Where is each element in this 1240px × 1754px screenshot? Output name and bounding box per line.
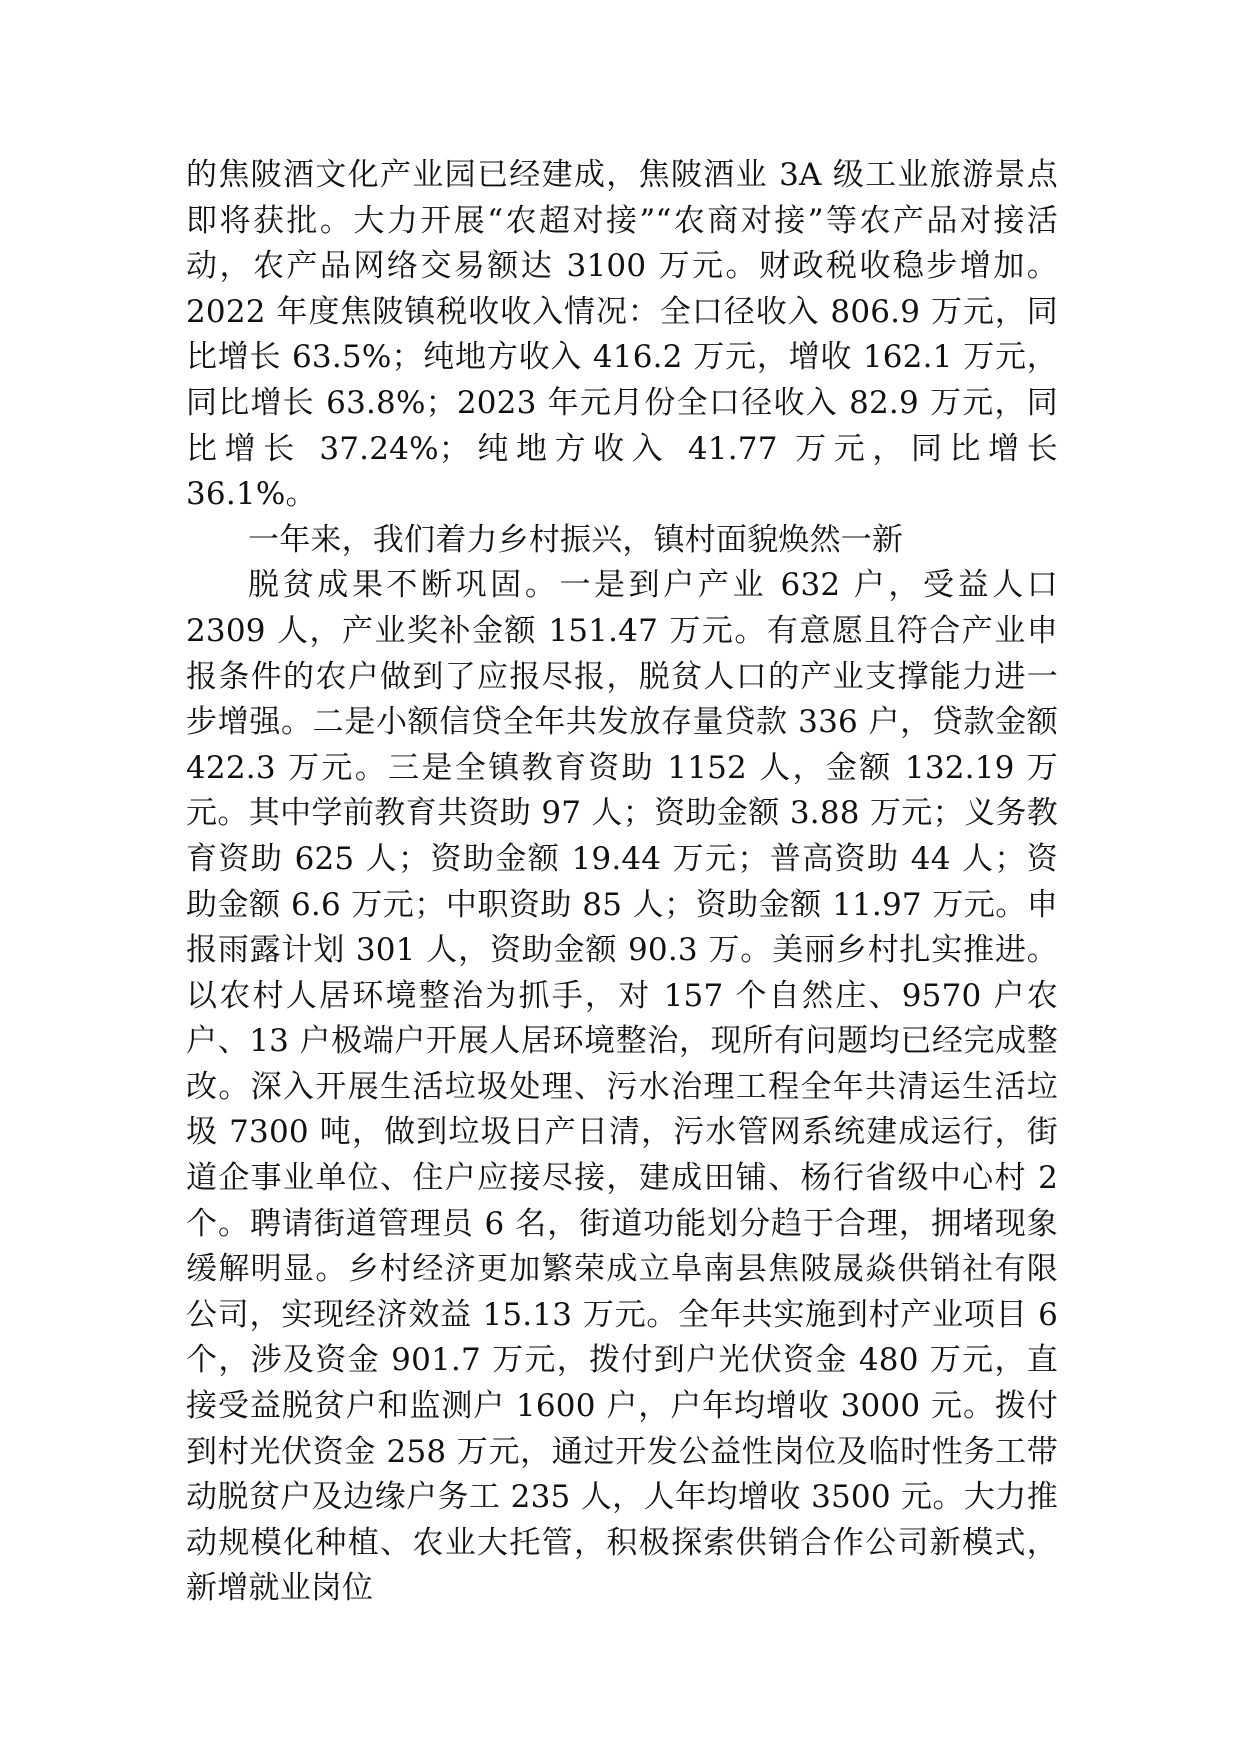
paragraph-rural-revitalization-heading: 一年来，我们着力乡村振兴，镇村面貌焕然一新 <box>248 521 904 558</box>
paragraph-tax-revenue: 的焦陂酒文化产业园已经建成，焦陂酒业 3A 级工业旅游景点即将获批。大力开展“农超对接”“农商对接”等农产品对接活动，农产品网络交易额达 3100 万元。财政税收稳步增加。2022 年度焦陂镇税收收入情况：全口径收入 806.9 万元，同比增长 63.5%；纯地方收入 416.2 万元，增收 162.1 万元，同比增长 63.8%；2023 年元月份全口径收入 82.9 万元，同比增长 37.24%；纯地方收入 41.77 万元，同比增长 36.1%。 <box>186 157 1058 513</box>
body-text <box>186 153 1058 1612</box>
paragraph-poverty-alleviation: 脱贫成果不断巩固。一是到户产业 632 户，受益人口 2309 人，产业奖补金额 151.47 万元。有意愿且符合产业申报条件的农户做到了应报尽报，脱贫人口的产业支撑能力进一步增强。二是小额信贷全年共发放存量贷款 336 户，贷款金额 422.3 万元。三是全镇教育资助 1152 人，金额 132.19 万元。其中学前教育共资助 97 人；资助金额 3.88 万元；义务教育资助 625 人；资助金额 19.44 万元；普高资助 44 人；资助金额 6.6 万元；中职资助 85 人；资助金额 11.97 万元。申报雨露计划 301 人，资助金额 90.3 万。美丽乡村扎实推进。以农村人居环境整治为抓手，对 157 个自然庄、9570 户农户、13 户极端户开展人居环境整治，现所有问题均已经完成整改。深入开展生活垃圾处理、污水治理工程全年共清运生活垃圾 7300 吨，做到垃圾日产日清，污水管网系统建成运行，街道企事业单位、住户应接尽接，建成田铺、杨行省级中心村 2 个。聘请街道管理员 6 名，街道功能划分趋于合理，拥堵现象缓解明显。乡村经济更加繁荣成立阜南县焦陂晟焱供销社有限公司，实现经济效益 15.13 万元。全年共实施到村产业项目 6 个，涉及资金 901.7 万元，拨付到户光伏资金 480 万元，直接受益脱贫户和监测户 1600 户，户年均增收 3000 元。拨付到村光伏资金 258 万元，通过开发公益性岗位及临时性务工带动脱贫户及边缘户务工 235 人，人年均增收 3500 元。大力推动规模化种植、农业大托管，积极探索供销合作公司新模式，新增就业岗位 <box>186 567 1058 1607</box>
